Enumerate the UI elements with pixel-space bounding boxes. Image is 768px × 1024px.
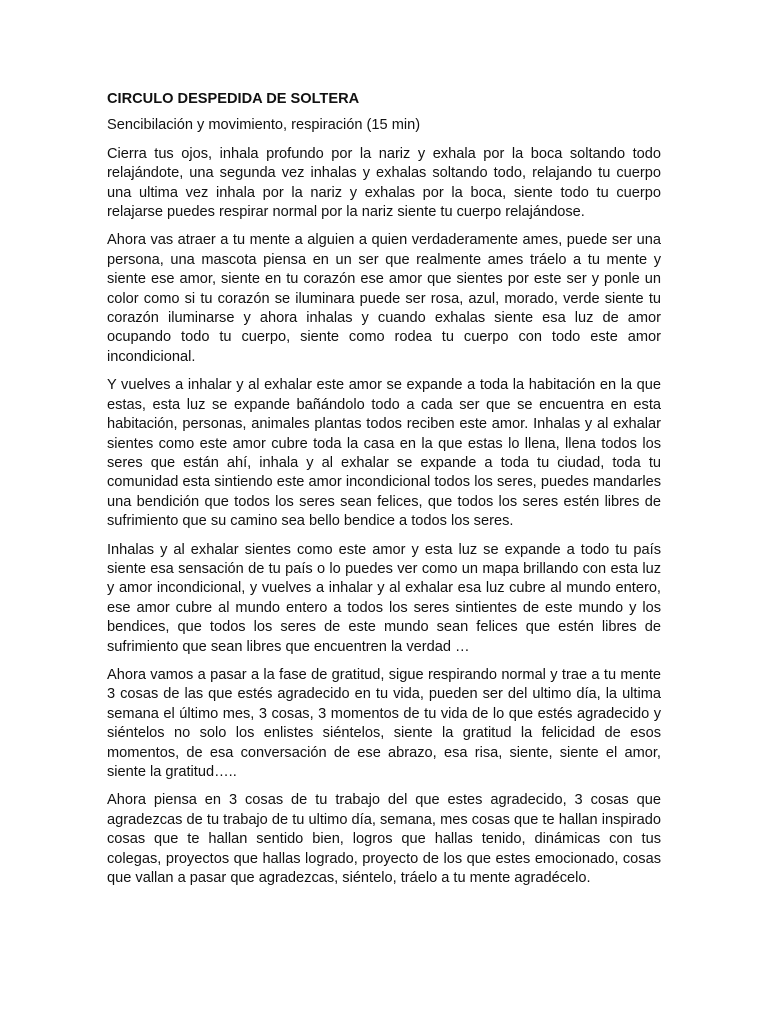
paragraph-breathing: Cierra tus ojos, inhala profundo por la nariz y exhala por la boca soltando todo relajándote, una segunda vez inhalas y exhalas soltando todo, relajando tu cuerpo una ultima vez inhala por la nariz y exhalas por la boca, siente todo tu cuerpo relajarse puedes respirar normal por la nariz siente tu cuerpo relajándose. — [107, 145, 661, 221]
document-title: CIRCULO DESPEDIDA DE SOLTERA — [107, 91, 360, 107]
document-page — [107, 90, 661, 897]
paragraph-gratitude-life: Ahora vamos a pasar a la fase de gratitud, sigue respirando normal y trae a tu mente 3 cosas de las que estés agradecido en tu vida, pueden ser del ultimo día, la ultima semana el último mes, 3 cosas, 3 momentos de tu vida de lo que estés agradecido y siéntelos no solo los enlistes siéntelos, siente la gratitud la felicidad de esos momentos, de esa conversación de ese abrazo, esa risa, siente, siente el amor, siente la gratitud….. — [107, 666, 661, 780]
paragraph-gratitude-work: Ahora piensa en 3 cosas de tu trabajo del que estes agradecido, 3 cosas que agradezcas de tu trabajo de tu ultimo día, semana, mes cosas que te hallan inspirado cosas que te hallan sentido bien, logros que hallas tenido, dinámicas con tus colegas, proyectos que hallas logrado, proyecto de los que estes emocionado, cosas que vallan a pasar que agradezcas, siéntelo, tráelo a tu mente agradécelo. — [107, 792, 661, 887]
paragraph-loved-one: Ahora vas atraer a tu mente a alguien a quien verdaderamente ames, puede ser una persona, una mascota piensa en un ser que realmente ames tráelo a tu mente y siente ese amor, siente en tu corazón ese amor que sientes por este ser y ponle un color como si tu corazón se iluminara puede ser rosa, azul, morado, verde siente tu corazón iluminarse y ahora inhalas y cuando exhalas siente esa luz de amor ocupando todo tu cuerpo, siente como rodea tu cuerpo con todo este amor incondicional. — [107, 232, 661, 365]
document-subtitle: Sencibilación y movimiento, respiración (15 min) — [107, 117, 421, 134]
paragraph-expand-room: Y vuelves a inhalar y al exhalar este amor se expande a toda la habitación en la que estas, esta luz se expande bañándolo todo a cada ser que se encuentra en esta habitación, personas, animales plantas todos reciben este amor. Inhalas y al exhalar sientes como este amor cubre toda la casa en la que estas lo llena, llena todos los seres que están ahí, inhala y al exhalar se expande a toda tu ciudad, toda tu comunidad esta sintiendo este amor incondicional todos los seres, puedes mandarles una bendición que todos los seres sean felices, que todos los seres estén libres de sufrimiento que su camino sea bello bendice a todos los seres. — [107, 377, 661, 530]
paragraph-expand-world: Inhalas y al exhalar sientes como este amor y esta luz se expande a todo tu país siente esa sensación de tu país o lo puedes ver como un mapa brillando con esta luz y amor incondicional, y vuelves a inhalar y al exhalar esa luz cubre al mundo entero, ese amor cubre al mundo entero a todos los seres sintientes de este mundo y los bendices, que todos los seres de este mundo sean felices que estén libres de sufrimiento que sean libres que encuentren la verdad … — [107, 541, 661, 655]
